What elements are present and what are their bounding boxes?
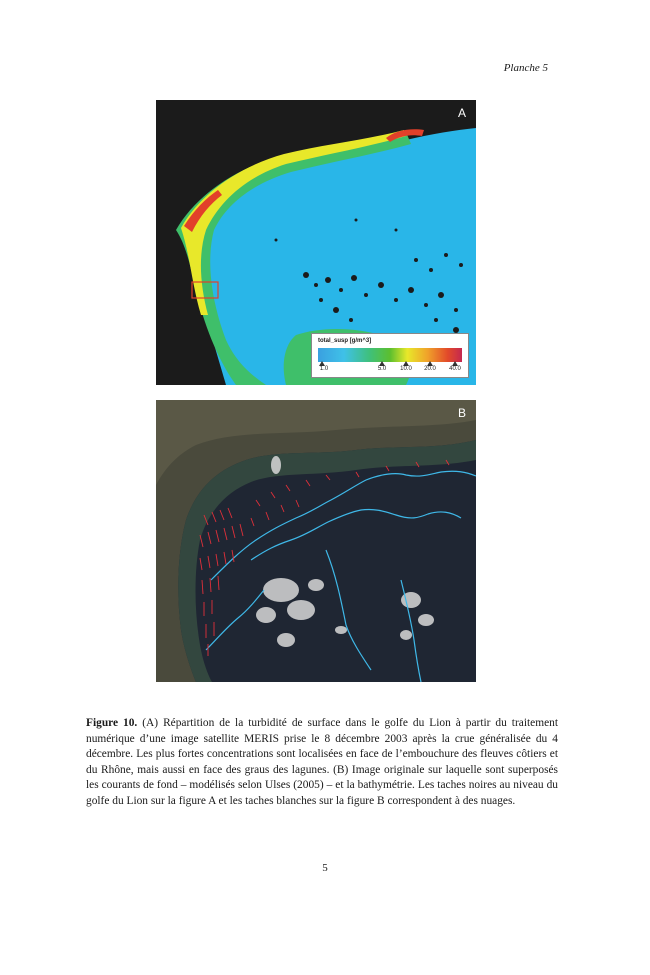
running-head: Planche 5 — [503, 62, 548, 74]
figure-panel-a — [156, 100, 476, 385]
turbidity-legend — [311, 333, 469, 378]
panel-letter-a: A — [457, 106, 466, 120]
panel-letter-b: B — [457, 406, 466, 420]
legend-tick: 5.0 — [377, 366, 387, 372]
legend-color-bar — [318, 348, 462, 362]
legend-tick: 20.0 — [424, 366, 436, 372]
legend-tick: 40.0 — [449, 366, 461, 372]
legend-title: total_susp [g/m^3] — [318, 338, 372, 344]
legend-tick: 1.0 — [319, 366, 329, 372]
caption-text: (A) Répartition de la turbidité de surface dans le golfe du Lion à partir du traitement numérique d’une image satellite MERIS prise le 8 décembre 2003 après la crue généralisée du 4 décembre. Les plus fortes concentrations sont localisées en face de l’embouchure des fleuves côtiers et du Rhône, mais aussi en face des graus des lagunes. (B) Image originale sur laquelle sont superposés les courants de fond – modélisés selon Ulses (2005) – et la bathymétrie. Les taches noires au niveau du golfe du Lion sur la figure A et les taches blanches sur la figure B correspondent à des nuages. — [86, 717, 558, 807]
figure-caption — [86, 716, 558, 810]
figure-panel-b — [156, 400, 476, 682]
page-number: 5 — [322, 862, 328, 874]
caption-label: Figure 10. — [86, 717, 138, 729]
satellite-current-map — [156, 400, 476, 682]
legend-tick: 10.0 — [400, 366, 412, 372]
